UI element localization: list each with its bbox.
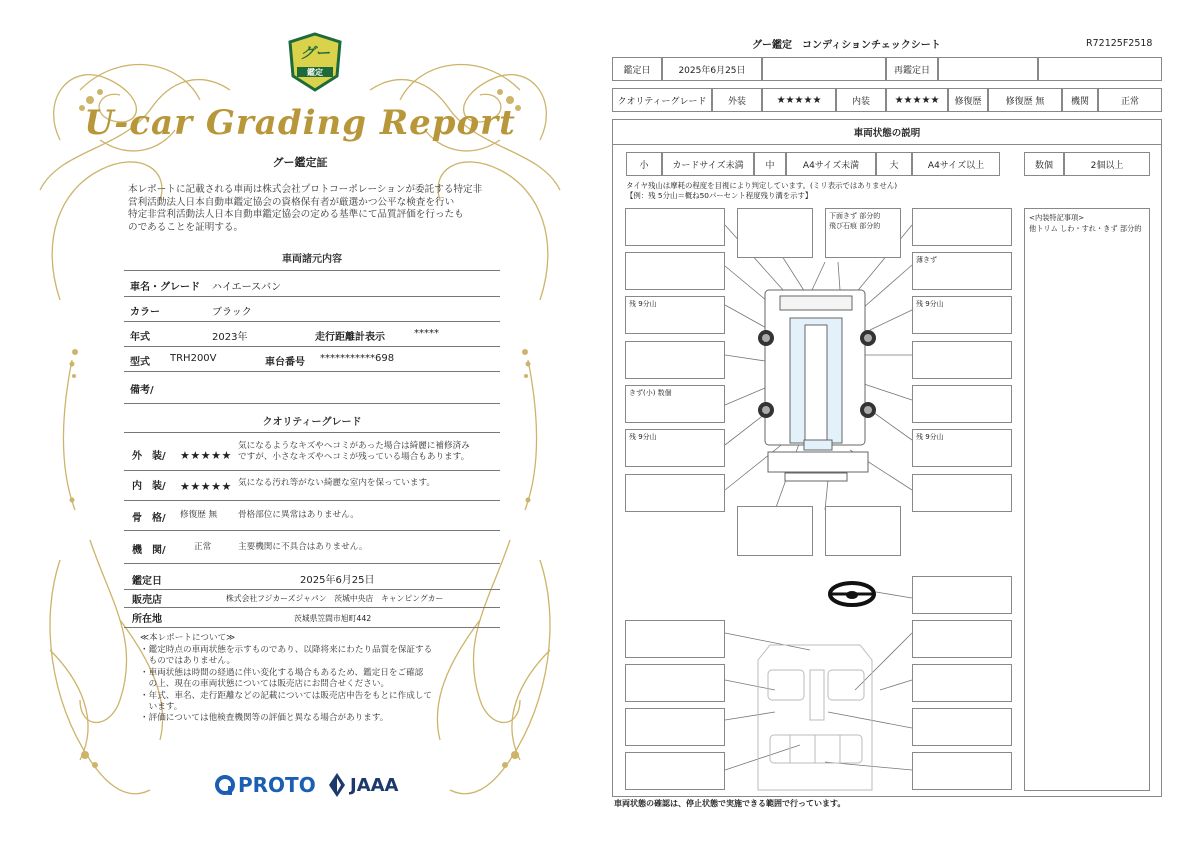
name-grade-value: ハイエースバン — [212, 282, 282, 293]
divider — [124, 403, 500, 404]
about-item — [140, 713, 500, 724]
damage-box — [912, 385, 1012, 423]
size-medium-value: A4サイズ未満 — [786, 152, 876, 176]
appraisal-date-value: 2025年6月25日 — [662, 57, 762, 81]
color-label: カラー — [130, 307, 160, 318]
about-line: ・年式、車名、走行距離などの記載については販売店申告をもとに作成して — [140, 690, 433, 701]
divider — [124, 270, 500, 271]
exterior-stars: ★★★★★ — [762, 88, 836, 112]
damage-box — [737, 506, 813, 556]
exterior-label: 外 装/ — [132, 451, 166, 462]
engine-value: 正常 — [194, 542, 212, 552]
size-medium-label: 中 — [754, 152, 786, 176]
chassis-value: ***********698 — [320, 353, 395, 364]
badge-bottom-text: 鑑定 — [307, 68, 323, 77]
about-line: ・鑑定時点の車両状態を示すものであり、以降将来にわたり品質を保証する — [140, 645, 433, 655]
jaaa-wordmark: JAAA — [350, 774, 399, 796]
exterior-stars: ★★★★★ — [180, 449, 232, 462]
damage-box — [912, 474, 1012, 512]
front-note-line: 飛び石痕 部分的 — [829, 222, 881, 230]
interior-stars: ★★★★★ — [886, 88, 948, 112]
exterior-desc-line: 気になるようなキズやヘコミがあった場合は綺麗に補修済み — [238, 441, 470, 451]
front-note-line: 下面きず 部分的 — [829, 212, 881, 220]
year-label: 年式 — [130, 332, 150, 343]
damage-box — [737, 208, 813, 258]
divider — [124, 346, 500, 347]
proto-wordmark: PROTO — [238, 773, 316, 797]
quality-heading: クオリティーグレード — [262, 417, 362, 428]
about-line: ものではありません。 — [140, 656, 236, 667]
badge-top-text: グー — [299, 44, 330, 62]
sheet-id: R72125F2518 — [1086, 38, 1153, 49]
address-label: 所在地 — [132, 614, 162, 625]
report-title: U-car Grading Report — [84, 103, 516, 143]
damage-box — [625, 208, 725, 246]
appraisal-date-value: 2025年6月25日 — [300, 575, 375, 586]
engine-description: 主要機関に不具合はありません。 — [238, 542, 368, 552]
appraisal-date-label: 鑑定日 — [132, 576, 162, 587]
intro-line: 営利活動法人日本自動車鑑定協会の資格保有者が厳選かつ公平な検査を行い — [128, 196, 455, 208]
damage-box-left-side — [625, 385, 725, 423]
proto-logo — [214, 770, 316, 800]
mileage-label: 走行距離計表示 — [315, 332, 385, 343]
address-value: 茨城県笠間市旭町442 — [294, 614, 372, 623]
mileage-value: ***** — [414, 328, 439, 339]
sheet-title: グー鑑定 コンディションチェックシート — [752, 40, 941, 51]
damage-box — [625, 341, 725, 379]
frame-label: 骨 格/ — [132, 513, 166, 524]
tire-note: タイヤ残山は摩耗の程度を目視により判定しています。(ミリ表示ではありません) — [626, 181, 898, 190]
about-line: ・車両状態は時間の経過に伴い変化する場合もあるため、鑑定日をご確認 — [140, 667, 424, 678]
model-value: TRH200V — [170, 353, 217, 364]
dealer-value: 株式会社フジカーズジャパン 茨城中央店 キャンピングカー — [226, 594, 444, 603]
remarks-label: 備考/ — [130, 385, 154, 396]
damage-box-front — [825, 208, 901, 258]
about-heading: ≪本レポートについて≫ — [140, 633, 236, 643]
intro-line: のであることを証明する。 — [128, 221, 244, 233]
divider — [124, 470, 500, 471]
year-value: 2023年 — [212, 332, 248, 343]
divider — [124, 500, 500, 501]
about-list — [140, 645, 500, 725]
left-rear-tire-note: 残 9分山 — [629, 433, 657, 441]
frame-value: 修復歴 無 — [180, 510, 218, 520]
exterior-desc-line: ですが、小さなキズやヘコミが残っている場合もあります。 — [238, 452, 470, 463]
engine-label: 機 関/ — [132, 545, 166, 556]
right-scratch-note: 薄きず — [916, 256, 937, 264]
about-line: の上、現在の車両状態については販売店にお問合せください。 — [140, 679, 390, 690]
right-front-tire-note: 残 9分山 — [916, 300, 944, 308]
size-small-value: カードサイズ未満 — [662, 152, 754, 176]
frame-description: 骨格部位に異常はありません。 — [238, 510, 359, 520]
interior-box — [625, 664, 725, 702]
left-side-note: きず(小) 数個 — [629, 389, 672, 397]
divider — [124, 530, 500, 531]
interior-box — [625, 752, 725, 790]
divider — [124, 296, 500, 297]
interior-box — [625, 708, 725, 746]
size-large-label: 大 — [876, 152, 912, 176]
model-label: 型式 — [130, 357, 150, 368]
steering-wheel-icon — [830, 583, 874, 605]
dealer-label: 販売店 — [132, 595, 162, 606]
interior-stars: ★★★★★ — [180, 480, 232, 493]
divider — [124, 371, 500, 372]
divider — [124, 589, 500, 590]
jaaa-mark-icon — [328, 772, 346, 798]
right-rear-tire-note: 残 9分山 — [916, 433, 944, 441]
damage-box-left-rear-tire — [625, 429, 725, 467]
quality-grade-label: クオリティーグレード — [612, 88, 712, 112]
goo-kantei-badge — [287, 32, 343, 92]
interior-box — [912, 708, 1012, 746]
repair-history-label: 修復歴 — [948, 88, 988, 112]
left-front-tire-note: 残 9分山 — [629, 300, 657, 308]
interior-notes-panel — [1024, 208, 1150, 791]
specs-heading: 車両諸元内容 — [282, 254, 342, 265]
exterior-description — [238, 441, 470, 464]
interior-description: 気になる汚れ等がない綺麗な室内を保っています。 — [238, 478, 435, 488]
repair-history-value: 修復歴 無 — [988, 88, 1062, 112]
sheet-footer: 車両状態の確認は、停止状態で実施できる範囲で行っています。 — [614, 799, 846, 808]
size-large-value: A4サイズ以上 — [912, 152, 1000, 176]
appraisal-date-label: 鑑定日 — [612, 57, 662, 81]
jaaa-logo — [328, 770, 399, 800]
reappraisal-label: 再鑑定日 — [886, 57, 938, 81]
certificate-subtitle: グー鑑定証 — [272, 156, 328, 169]
interior-box — [912, 664, 1012, 702]
certificate-intro — [128, 184, 498, 234]
interior-box — [912, 576, 1012, 614]
interior-label: 内装 — [836, 88, 886, 112]
divider — [124, 627, 500, 628]
about-line: ・評価については他検査機関等の評価と異なる場合があります。 — [140, 713, 389, 724]
interior-notes-heading: <内装特記事項> — [1029, 213, 1085, 222]
chassis-label: 車台番号 — [265, 357, 305, 368]
condition-heading: 車両状態の説明 — [612, 119, 1162, 145]
about-item — [140, 691, 500, 714]
count-value: 2個以上 — [1064, 152, 1150, 176]
name-grade-label: 車名・グレード — [130, 282, 200, 293]
about-item — [140, 645, 500, 668]
count-label: 数個 — [1024, 152, 1064, 176]
damage-box-left-front-tire — [625, 296, 725, 334]
interior-notes-text: 他トリム しわ・すれ・きず 部分的 — [1029, 224, 1142, 233]
interior-box — [912, 752, 1012, 790]
divider — [124, 607, 500, 608]
damage-box — [912, 341, 1012, 379]
interior-label: 内 装/ — [132, 481, 166, 492]
engine-label: 機関 — [1062, 88, 1098, 112]
tire-note-example: 【例：残 5分山＝概ね50パーセント程度残り溝を示す】 — [626, 191, 813, 200]
divider — [124, 321, 500, 322]
damage-box — [912, 208, 1012, 246]
about-item — [140, 668, 500, 691]
exterior-label: 外装 — [712, 88, 762, 112]
intro-line: 特定非営利活動法人日本自動車鑑定協会の定める基準にて品質評価を行ったも — [128, 209, 464, 221]
divider — [124, 563, 500, 564]
damage-box — [625, 474, 725, 512]
damage-box-right-front-tire — [912, 296, 1012, 334]
color-value: ブラック — [212, 307, 252, 318]
interior-box — [912, 620, 1012, 658]
divider — [124, 432, 500, 433]
damage-box-right-rear-tire — [912, 429, 1012, 467]
proto-mark-icon — [214, 774, 236, 796]
damage-box — [625, 252, 725, 290]
intro-line: 本レポートに記載される車両は株式会社プロトコーポレーションが委託する特定非 — [128, 184, 483, 195]
condition-check-sheet — [600, 0, 1200, 848]
size-small-label: 小 — [626, 152, 662, 176]
about-line: います。 — [140, 702, 183, 713]
engine-value: 正常 — [1098, 88, 1162, 112]
interior-box — [625, 620, 725, 658]
damage-box — [825, 506, 901, 556]
damage-box-right-scratch — [912, 252, 1012, 290]
